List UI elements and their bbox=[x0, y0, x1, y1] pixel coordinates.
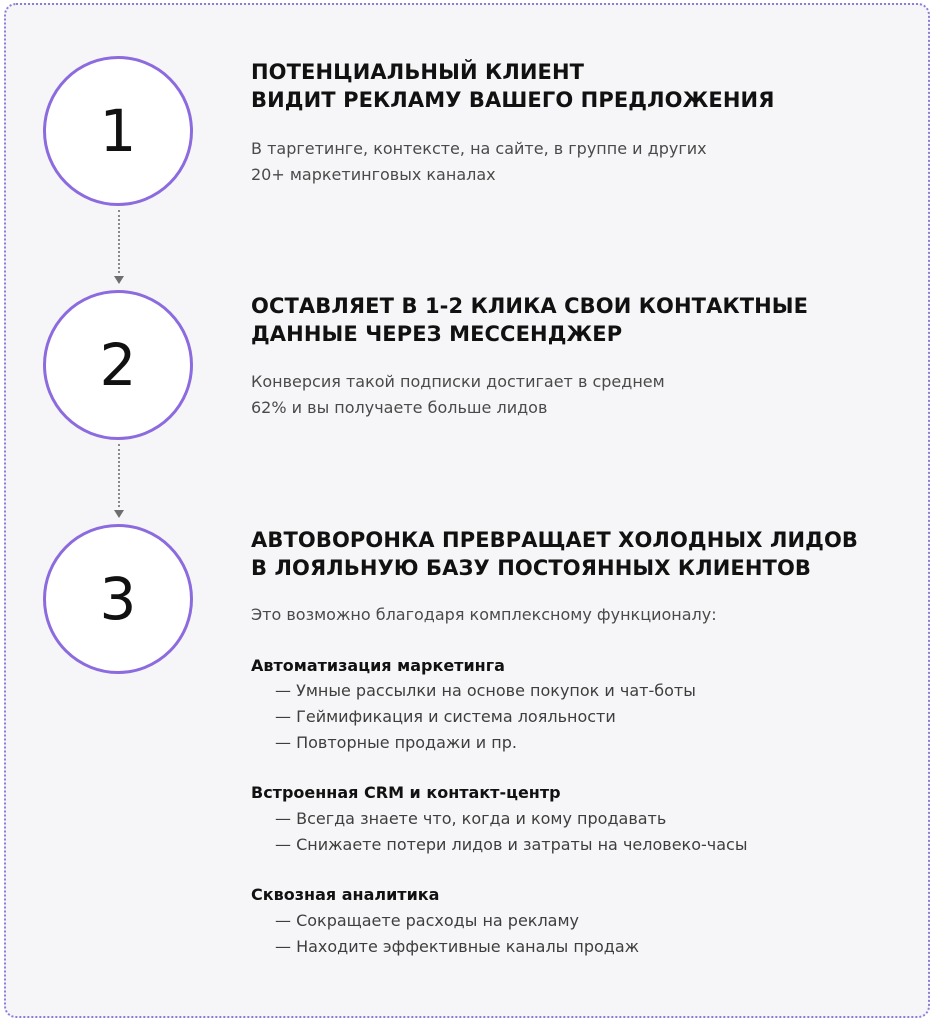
step-1-text-line1: В таргетинге, контексте, на сайте, в группе и других bbox=[251, 139, 707, 158]
arrow-down-icon bbox=[114, 276, 124, 284]
list-item: — Повторные продажи и пр. bbox=[275, 733, 517, 752]
step-2-text bbox=[251, 369, 665, 421]
step-3-number: 3 bbox=[99, 565, 137, 633]
step-1-heading-line2: ВИДИТ РЕКЛАМУ ВАШЕГО ПРЕДЛОЖЕНИЯ bbox=[251, 88, 775, 112]
step-2-heading bbox=[251, 292, 808, 348]
group-title-analytics: Сквозная аналитика bbox=[251, 885, 440, 904]
step-1-number: 1 bbox=[99, 97, 137, 165]
step-1-text bbox=[251, 136, 707, 188]
step-2-text-line2: 62% и вы получаете больше лидов bbox=[251, 398, 548, 417]
list-item: — Снижаете потери лидов и затраты на человеко-часы bbox=[275, 835, 748, 854]
list-item: — Геймификация и система лояльности bbox=[275, 707, 616, 726]
step-1-text-line2: 20+ маркетинговых каналах bbox=[251, 165, 496, 184]
group-list-analytics bbox=[275, 908, 639, 960]
group-title-crm: Встроенная CRM и контакт-центр bbox=[251, 783, 561, 802]
step-1-heading-line1: ПОТЕНЦИАЛЬНЫЙ КЛИЕНТ bbox=[251, 60, 585, 84]
step-2-heading-line2: ДАННЫЕ ЧЕРЕЗ МЕССЕНДЖЕР bbox=[251, 322, 623, 346]
list-item: — Умные рассылки на основе покупок и чат-боты bbox=[275, 681, 696, 700]
arrow-down-icon bbox=[114, 510, 124, 518]
step-1-heading bbox=[251, 58, 774, 114]
connector-1-2 bbox=[118, 210, 120, 273]
step-3-heading bbox=[251, 526, 858, 582]
group-list-marketing-automation bbox=[275, 678, 696, 756]
step-3-heading-line2: В ЛОЯЛЬНУЮ БАЗУ ПОСТОЯННЫХ КЛИЕНТОВ bbox=[251, 556, 812, 580]
step-2-number: 2 bbox=[99, 331, 137, 399]
connector-2-3 bbox=[118, 444, 120, 507]
step-2-heading-line1: ОСТАВЛЯЕТ В 1-2 КЛИКА СВОИ КОНТАКТНЫЕ bbox=[251, 294, 809, 318]
list-item: — Находите эффективные каналы продаж bbox=[275, 937, 640, 956]
list-item: — Всегда знаете что, когда и кому продавать bbox=[275, 809, 667, 828]
step-2-circle bbox=[43, 290, 193, 440]
step-3-intro: Это возможно благодаря комплексному функционалу: bbox=[251, 605, 717, 624]
step-2-text-line1: Конверсия такой подписки достигает в среднем bbox=[251, 372, 665, 391]
list-item: — Сокращаете расходы на рекламу bbox=[275, 911, 580, 930]
group-title-marketing-automation: Автоматизация маркетинга bbox=[251, 656, 505, 675]
group-list-crm bbox=[275, 806, 747, 858]
step-1-circle bbox=[43, 56, 193, 206]
step-3-heading-line1: АВТОВОРОНКА ПРЕВРАЩАЕТ ХОЛОДНЫХ ЛИДОВ bbox=[251, 528, 859, 552]
step-3-circle bbox=[43, 524, 193, 674]
